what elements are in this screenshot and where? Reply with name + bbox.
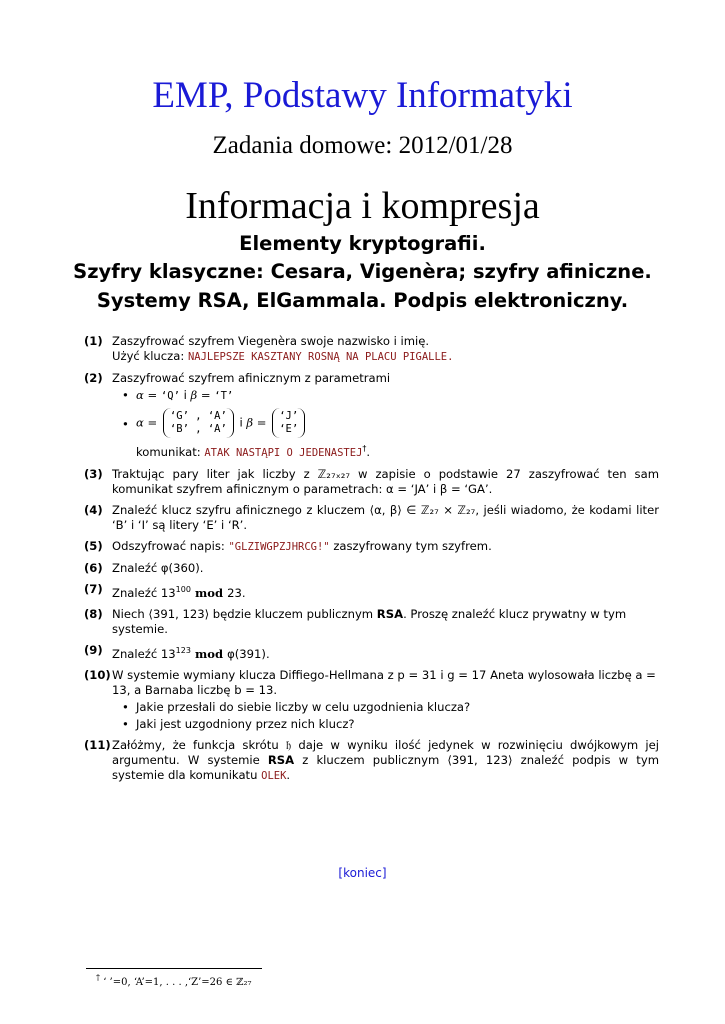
task-number: (1)	[84, 334, 103, 348]
task-text: W systemie wymiany klucza Diffiego-Hellmana z p = 31 i g = 17 Aneta wylosowała liczbę a = 13, a Barnaba liczbę b = 13.	[112, 668, 656, 697]
message-line	[112, 441, 659, 461]
bullet-icon: •	[122, 417, 129, 431]
bullet-icon: •	[122, 717, 129, 731]
task-number: (7)	[84, 582, 103, 596]
task-list	[84, 334, 659, 790]
beta-value: ‘T’	[214, 390, 234, 402]
end-link[interactable]: [koniec]	[338, 866, 387, 880]
task-text-pre: Znaleźć 13	[112, 647, 176, 661]
task-1	[84, 334, 659, 365]
task-number: (10)	[84, 668, 111, 682]
subtitle-2: Szyfry klasyczne: Cesara, Vigenèra; szyfry afiniczne.	[73, 260, 652, 283]
task-text-post: φ(391).	[227, 647, 270, 661]
subtitle-1: Elementy kryptografii.	[239, 232, 486, 255]
message-end: .	[366, 445, 371, 459]
task-text: Zaszyfrować szyfrem afinicznym z parametrami	[112, 371, 391, 385]
task-text-mid: z kluczem publicznym ⟨391, 123⟩ znaleźć podpis w tym systemie dla komunikatu	[112, 753, 659, 782]
task-text-post: .	[286, 768, 291, 782]
task-text-post: zaszyfrowany tym szyfrem.	[329, 539, 492, 553]
task-number: (6)	[84, 561, 103, 575]
rsa-label: RSA	[376, 607, 404, 621]
message-text: OLEK	[261, 770, 287, 782]
beta-label: β =	[246, 415, 271, 430]
footnote-text: ‘ ’=0, ‘A’=1, . . . ,‘Z’=26 ∈ ℤ₂₇	[103, 977, 252, 988]
task-4	[84, 503, 659, 533]
task-text	[112, 582, 659, 601]
task-text	[112, 738, 659, 784]
bullet-icon: •	[122, 388, 129, 402]
message-label: komunikat:	[136, 445, 205, 459]
and-word: i	[179, 388, 191, 402]
bullet-item	[112, 717, 659, 732]
and-word: i	[235, 415, 247, 430]
task-text-pre: Znaleźć 13	[112, 586, 176, 600]
matrix-row: ‘G’ , ‘A’	[169, 410, 227, 422]
beta-matrix	[272, 408, 305, 438]
task-text: Znaleźć φ(360).	[112, 561, 204, 575]
footnote	[96, 973, 251, 988]
task-6	[84, 561, 659, 576]
task-text-post: . Proszę znaleźć klucz prywatny w tym systemie.	[112, 607, 627, 636]
bullet-item	[112, 408, 659, 438]
task-number: (4)	[84, 503, 103, 517]
matrix-row: ‘E’	[279, 423, 299, 435]
task-11	[84, 738, 659, 784]
mod-operator: mod	[190, 647, 228, 661]
alpha-matrix	[163, 408, 234, 438]
alpha-value: ‘Q’	[160, 390, 180, 402]
date-line: Zadania domowe: 2012/01/28	[212, 132, 513, 159]
task-8	[84, 607, 659, 637]
task-number: (8)	[84, 607, 103, 621]
task-3	[84, 467, 659, 497]
task-text	[112, 607, 659, 637]
exponent: 100	[175, 585, 191, 594]
task-text-pre: Odszyfrować napis:	[112, 539, 229, 553]
task-5	[84, 539, 659, 555]
bullet-item	[112, 700, 659, 715]
task-text: Zaszyfrować szyfrem Viegenèra swoje nazwisko i imię.	[112, 334, 430, 348]
task-text-line2	[112, 349, 659, 365]
alpha-label: α =	[136, 415, 161, 430]
task-9	[84, 643, 659, 662]
task-text: Traktując pary liter jak liczby z ℤ₂₇ₓ₂₇ w zapisie o podstawie 27 zaszyfrować ten sam komunikat szyfrem afinicznym o parametrach: α = ‘JA’ i β = ‘GA’.	[112, 467, 659, 496]
mod-operator: mod	[190, 586, 228, 600]
task-text: Znaleźć klucz szyfru afinicznego z kluczem ⟨α, β⟩ ∈ ℤ₂₇ × ℤ₂₇, jeśli wiadomo, że kodami liter ‘B’ i ‘I’ są litery ‘E’ i ‘R’.	[112, 503, 659, 532]
matrix-row: ‘J’	[279, 410, 299, 422]
task-number: (3)	[84, 467, 103, 481]
task-2	[84, 371, 659, 461]
task-text-post: 23.	[227, 586, 246, 600]
alpha-label: α =	[136, 388, 161, 402]
task-text-pre: Załóżmy, że funkcja skrótu 𝔥 daje w wyniku ilość jedynek w rozwinięciu dwójkowym jej argumentu. W systemie	[112, 738, 659, 767]
task-7	[84, 582, 659, 601]
course-title: EMP, Podstawy Informatyki	[152, 75, 573, 116]
message-text: ATAK NASTĄPI O JEDENASTEJ	[204, 447, 363, 459]
exponent: 123	[175, 646, 191, 655]
footnote-divider	[86, 968, 262, 969]
task-10	[84, 668, 659, 732]
task-text	[112, 539, 659, 555]
task-text	[112, 643, 659, 662]
bullet-icon: •	[122, 700, 129, 714]
task-number: (2)	[84, 371, 103, 385]
document-title: Informacja i kompresja	[185, 185, 540, 227]
matrix-row: ‘B’ , ‘A’	[169, 423, 227, 435]
task-text-pre: Użyć klucza:	[112, 349, 188, 363]
task-number: (9)	[84, 643, 103, 657]
subtitle-3: Systemy RSA, ElGammala. Podpis elektroniczny.	[96, 289, 629, 312]
cipher-key: NAJLEPSZE KASZTANY ROSNĄ NA PLACU PIGALLE.	[187, 351, 454, 363]
ciphertext: "GLZIWGPZJHRCG!"	[228, 541, 330, 553]
footnote-mark: †	[96, 973, 100, 982]
beta-label: β =	[190, 388, 215, 402]
footnote-mark: †	[362, 444, 367, 453]
rsa-label: RSA	[267, 753, 295, 767]
task-number: (11)	[84, 738, 111, 752]
task-number: (5)	[84, 539, 103, 553]
task-text-pre: Niech ⟨391, 123⟩ będzie kluczem publicznym	[112, 607, 377, 621]
bullet-text: Jakie przesłali do siebie liczby w celu uzgodnienia klucza?	[136, 700, 471, 714]
bullet-text: Jaki jest uzgodniony przez nich klucz?	[136, 717, 355, 731]
bullet-item	[112, 388, 659, 404]
